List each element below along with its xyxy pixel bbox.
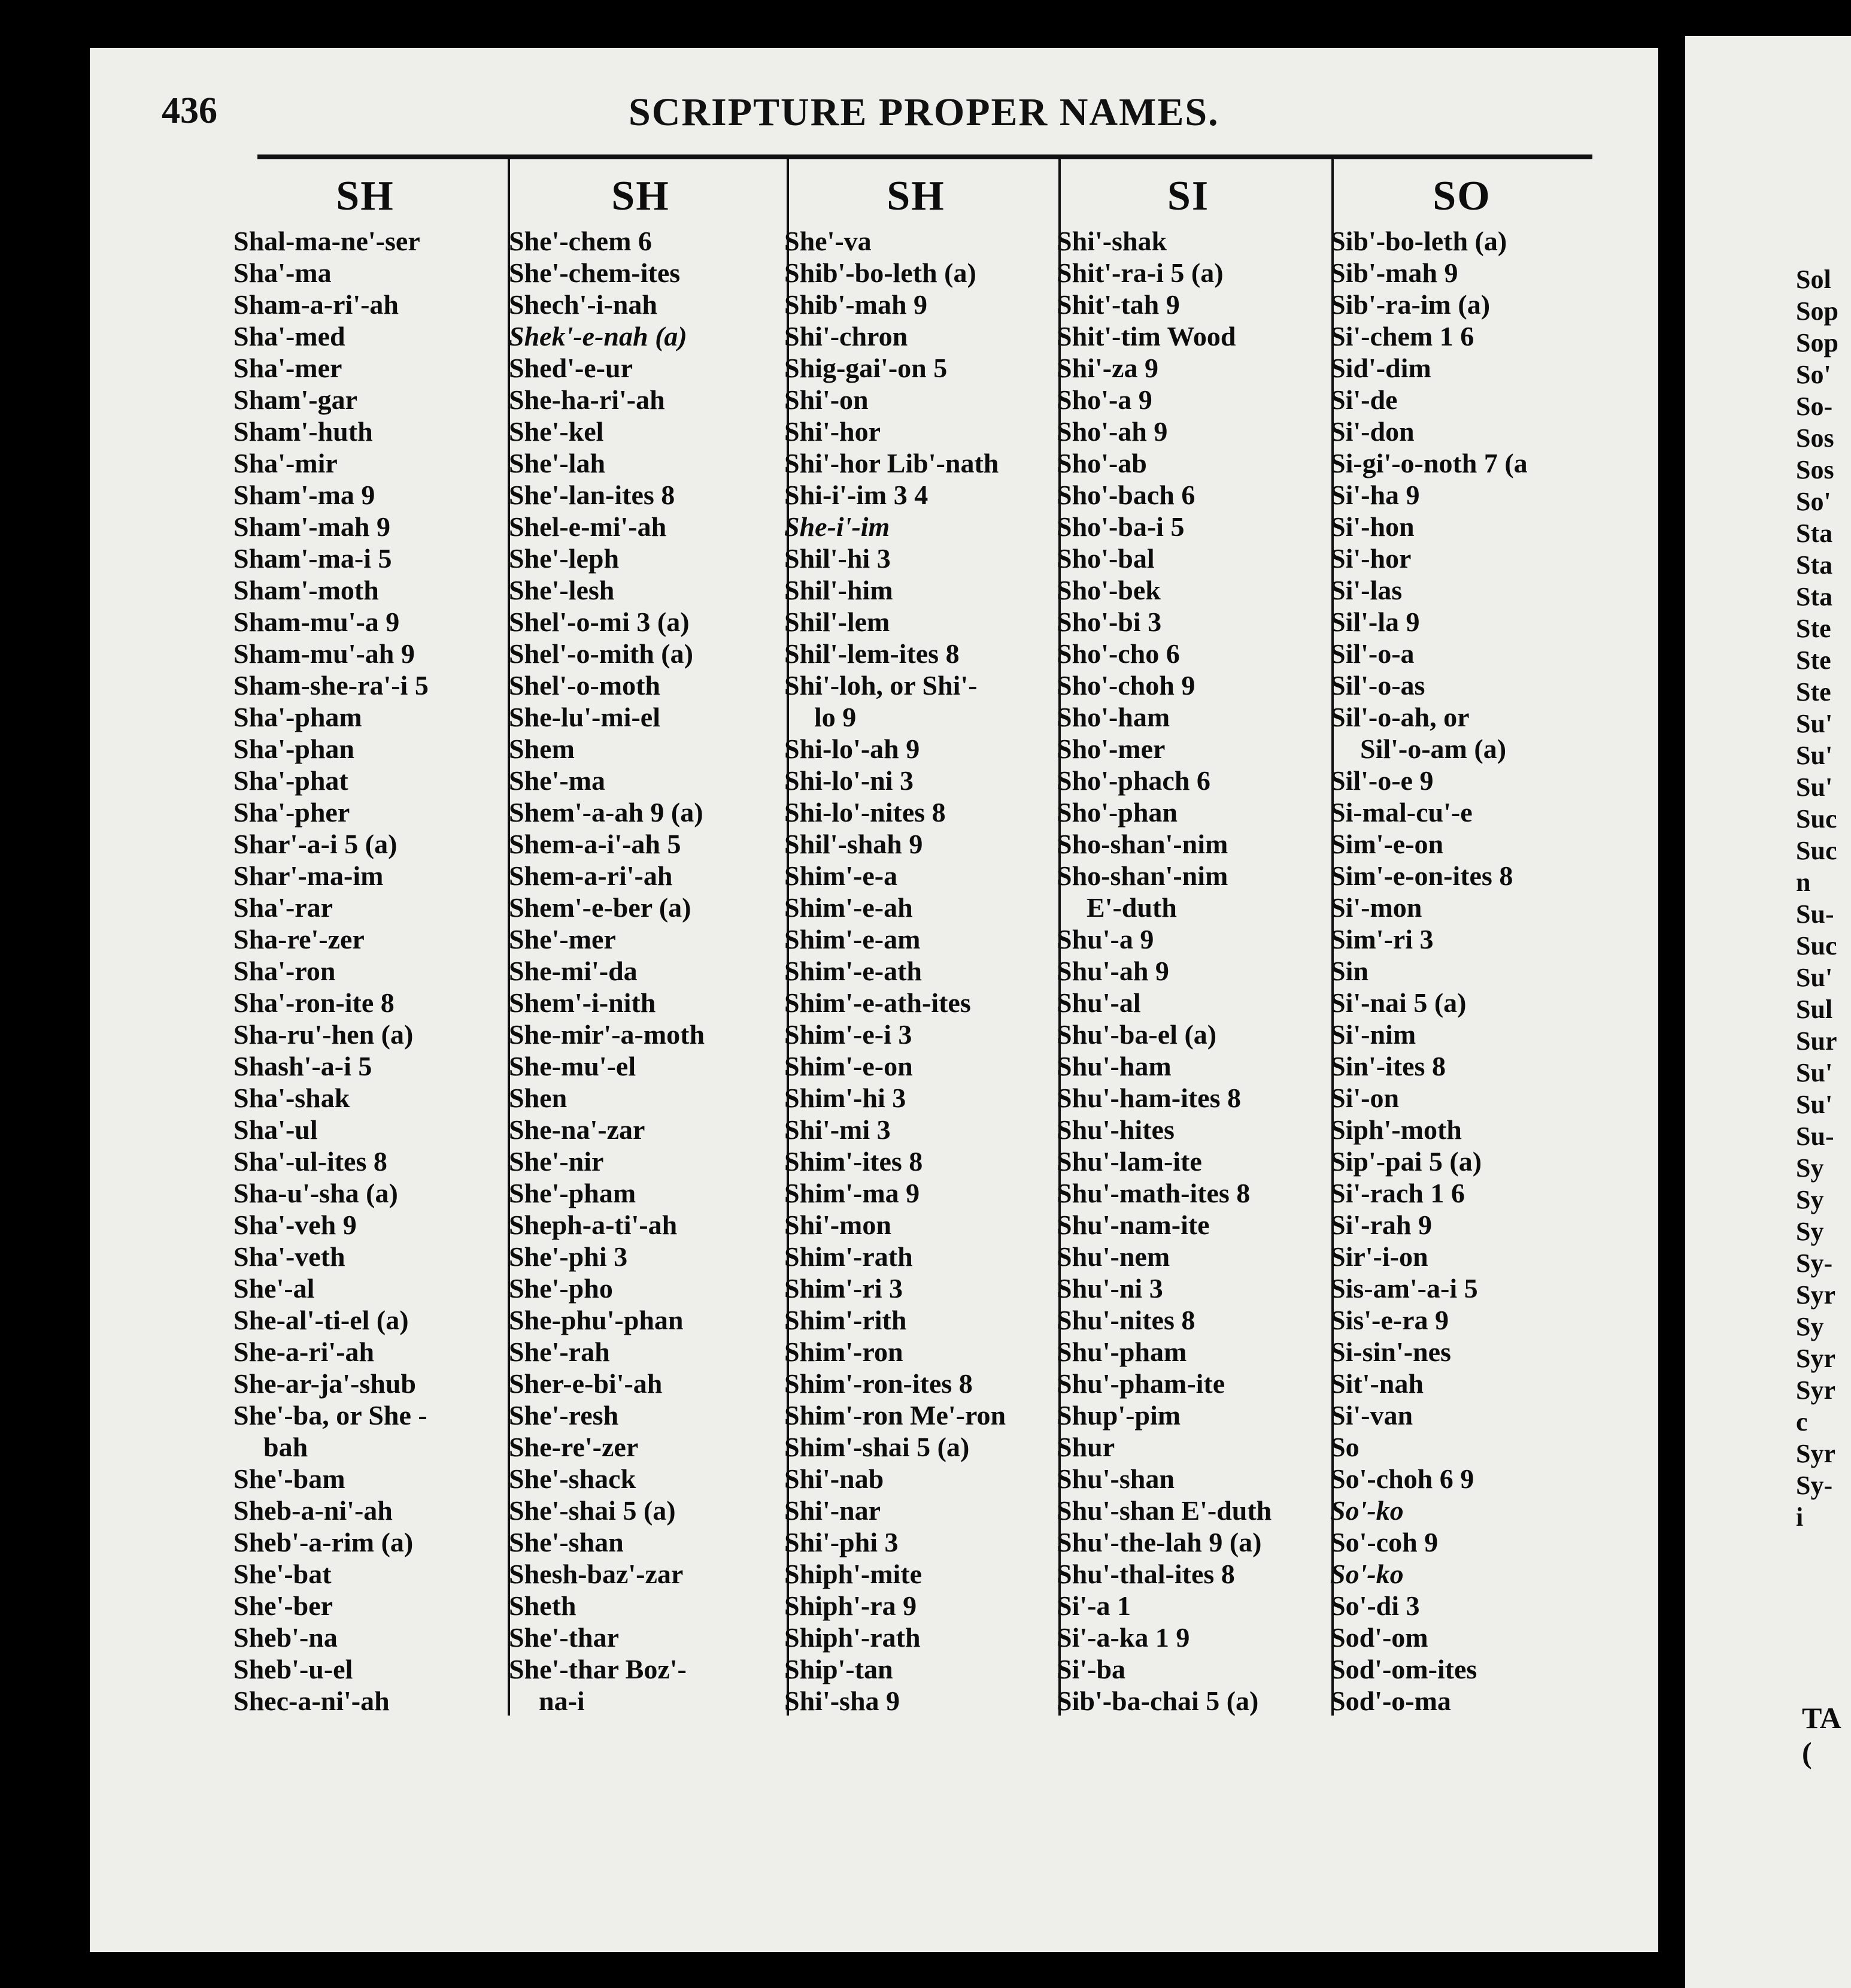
name-entry: Shup'-pim (1057, 1400, 1181, 1431)
name-entry: Si'-don (1330, 416, 1415, 447)
name-entry: Sha'-veh 9 (233, 1210, 357, 1240)
name-entry: Shem'-i-nith (509, 987, 656, 1018)
fragment-entry: Sos (1796, 455, 1834, 484)
name-entry: Sil'-o-as (1330, 670, 1425, 701)
name-entry: Sha-re'-zer (233, 924, 365, 954)
fragment-entry: Su' (1796, 1058, 1833, 1087)
name-entry: Siph'-moth (1330, 1114, 1462, 1145)
fragment-entry: Su- (1796, 899, 1834, 929)
name-entry: Shu'-nites 8 (1057, 1305, 1195, 1335)
name-entry: Shu'-nam-ite (1057, 1210, 1210, 1240)
name-entry: Shech'-i-nah (509, 289, 657, 320)
name-entry: Sir'-i-on (1330, 1241, 1428, 1272)
name-entry: Shiph'-rath (784, 1622, 921, 1653)
name-entry: Si-mal-cu'-e (1330, 797, 1473, 828)
name-entry: Shim'-e-on (784, 1051, 913, 1081)
adjacent-page-column (1796, 263, 1851, 1533)
name-entry: She-mu'-el (509, 1051, 636, 1081)
name-entry: Shim'-e-i 3 (784, 1019, 912, 1050)
name-entry: Sha'-ma (233, 257, 332, 288)
name-entry: Shem'-e-ber (a) (509, 892, 691, 923)
name-entry: Si'-rach 1 6 (1330, 1178, 1465, 1208)
name-entry: Shu'-hites (1057, 1114, 1175, 1145)
name-entry: Sha'-mir (233, 448, 338, 478)
name-entry: Sho'-mer (1057, 734, 1166, 764)
name-entry: Sho'-ab (1057, 448, 1147, 478)
column-3 (784, 168, 1048, 1717)
name-entry: Sib'-mah 9 (1330, 257, 1458, 288)
name-entry: Shi'-za 9 (1057, 353, 1158, 383)
name-entry: Shit'-tim Wood (1057, 321, 1236, 351)
name-entry: So'-coh 9 (1330, 1527, 1439, 1557)
name-entry: She-lu'-mi-el (509, 702, 660, 732)
name-entry: Sha'-veth (233, 1241, 345, 1272)
name-entry: Ship'-tan (784, 1654, 893, 1684)
name-entry: She-ha-ri'-ah (509, 384, 665, 415)
adjacent-page-footer (1802, 1701, 1841, 1770)
running-title: SCRIPTURE PROPER NAMES. (629, 90, 1219, 134)
name-entry: Shu'-ba-el (a) (1057, 1019, 1217, 1050)
name-entry: She'-ba, or She - (233, 1400, 427, 1431)
fragment-entry: n (1796, 868, 1811, 897)
fragment-entry: Su' (1796, 963, 1833, 992)
fragment-entry: Sta (1796, 519, 1833, 548)
name-entry: Si'-rah 9 (1330, 1210, 1432, 1240)
name-entry: She-mi'-da (509, 956, 638, 986)
name-entry: Shu'-ham-ites 8 (1057, 1083, 1241, 1113)
name-entry: Shiph'-mite (784, 1559, 923, 1589)
name-entry: Shi-lo'-ah 9 (784, 734, 920, 764)
name-entry: Shi'-hor (784, 416, 881, 447)
name-entry: She'-lah (509, 448, 606, 478)
name-entry: Shar'-a-i 5 (a) (233, 829, 397, 859)
name-entry: She'-rah (509, 1337, 610, 1367)
name-entry: Sil'-o-ah, or (1330, 702, 1470, 732)
name-entry: Sha'-rar (233, 892, 333, 923)
name-entry: Sha'-med (233, 321, 345, 351)
name-entry: Sheb'-a-rim (a) (233, 1527, 414, 1557)
name-entry: Sheth (509, 1590, 576, 1621)
name-entry: Shit'-ra-i 5 (a) (1057, 257, 1224, 288)
name-entry: Sheb'-u-el (233, 1654, 353, 1684)
name-list (784, 225, 1048, 1717)
name-entry: Shil'-hi 3 (784, 543, 891, 574)
name-entry: Sha'-pham (233, 702, 362, 732)
fragment-entry: Ste (1796, 646, 1831, 675)
name-entry: Shi'-sha 9 (784, 1686, 900, 1716)
name-entry: Shi'-phi 3 (784, 1527, 899, 1557)
column-2 (509, 168, 772, 1717)
fragment-entry: Sur (1796, 1026, 1837, 1056)
name-entry: Shu'-shan (1057, 1463, 1175, 1494)
name-entry: Shesh-baz'-zar (509, 1559, 684, 1589)
name-entry: Sim'-e-on-ites 8 (1330, 860, 1513, 891)
name-entry: Shim'-hi 3 (784, 1083, 906, 1113)
name-entry: Shim'-ron-ites 8 (784, 1368, 973, 1399)
fragment-entry: Su' (1796, 772, 1833, 802)
name-entry: Sho'-cho 6 (1057, 638, 1180, 669)
name-entry: Si'-a-ka 1 9 (1057, 1622, 1190, 1653)
column-heading: SO (1433, 173, 1491, 219)
name-entry: She'-pho (509, 1273, 613, 1304)
name-entry: Shi'-hor Lib'-nath (784, 448, 999, 478)
name-entry: Sha'-pher (233, 797, 350, 828)
name-entry: Shim'-e-a (784, 860, 898, 891)
name-entry: Si-sin'-nes (1330, 1337, 1451, 1367)
name-entry: Shi'-chron (784, 321, 908, 351)
name-entry: Shib'-mah 9 (784, 289, 928, 320)
name-entry: Shu'-ham (1057, 1051, 1172, 1081)
name-entry: Sha'-ul-ites 8 (233, 1146, 387, 1177)
name-entry: Shil'-lem-ites 8 (784, 638, 960, 669)
name-entry: Shu'-al (1057, 987, 1141, 1018)
fragment-entry: Sos (1796, 423, 1834, 453)
name-entry: Sim'-ri 3 (1330, 924, 1434, 954)
name-entry: So'-ko (1330, 1495, 1404, 1526)
name-entry: Sis'-e-ra 9 (1330, 1305, 1449, 1335)
name-entry: Shi'-loh, or Shi'- (784, 670, 978, 701)
name-entry: She'-resh (509, 1400, 619, 1431)
name-entry: Shu'-math-ites 8 (1057, 1178, 1251, 1208)
fragment-entry: Sy (1796, 1185, 1824, 1214)
fragment-entry: Sol (1796, 265, 1831, 294)
name-entry: Shig-gai'-on 5 (784, 353, 948, 383)
name-entry: Shu'-ah 9 (1057, 956, 1169, 986)
fragment-entry: Su' (1796, 709, 1833, 738)
name-entry: Sib'-ra-im (a) (1330, 289, 1491, 320)
name-entry: Sho'-a 9 (1057, 384, 1152, 415)
name-entry: Si'-ba (1057, 1654, 1126, 1684)
name-entry: She'-nir (509, 1146, 604, 1177)
name-entry: Sham'-mah 9 (233, 511, 390, 542)
name-entry: Shu'-lam-ite (1057, 1146, 1202, 1177)
name-entry: Shib'-bo-leth (a) (784, 257, 976, 288)
name-entry: Sil'-o-e 9 (1330, 765, 1434, 796)
fragment-entry: Sy (1796, 1153, 1824, 1183)
name-entry: Shi-lo'-nites 8 (784, 797, 946, 828)
name-entry: She'-lesh (509, 575, 615, 605)
name-entry: Shil'-him (784, 575, 893, 605)
name-entry: Shel'-o-mi 3 (a) (509, 607, 690, 637)
name-entry: Shu'-thal-ites 8 (1057, 1559, 1235, 1589)
name-entry: Sho'-phan (1057, 797, 1178, 828)
name-entry: Shel'-o-mith (a) (509, 638, 693, 669)
name-entry: She'-shai 5 (a) (509, 1495, 676, 1526)
name-list (233, 225, 497, 1717)
name-list (509, 225, 772, 1717)
name-entry: She'-chem 6 (509, 226, 652, 256)
name-entry: Shim'-shai 5 (a) (784, 1432, 970, 1462)
adjacent-footer-line: ( (1802, 1736, 1812, 1769)
name-entry: Si'-mon (1330, 892, 1422, 923)
name-entry: Shi'-nar (784, 1495, 881, 1526)
fragment-entry: Su- (1796, 1122, 1834, 1151)
name-entry: Shim'-ron Me'-ron (784, 1400, 1006, 1431)
name-entry: Shi-i'-im 3 4 (784, 480, 928, 510)
name-entry: Shim'-ron (784, 1337, 903, 1367)
name-entry: Shim'-e-ath-ites (784, 987, 971, 1018)
name-entry: Shel'-o-moth (509, 670, 660, 701)
fragment-entry: Suc (1796, 931, 1837, 960)
name-entry: Sho'-bal (1057, 543, 1155, 574)
name-entry: She-al'-ti-el (a) (233, 1305, 409, 1335)
name-entry: Si'-hor (1330, 543, 1412, 574)
name-entry: Shim'-e-ath (784, 956, 922, 986)
name-entry: She'-leph (509, 543, 620, 574)
name-entry: She'-bat (233, 1559, 332, 1589)
fragment-entry: c (1796, 1407, 1808, 1437)
fragment-entry: So' (1796, 360, 1831, 389)
name-entry: Sha'-phan (233, 734, 355, 764)
name-entry: na-i (539, 1686, 585, 1716)
name-list (1330, 225, 1594, 1717)
name-entry: Sha'-ron-ite 8 (233, 987, 395, 1018)
name-entry: Shi'-on (784, 384, 869, 415)
name-entry: Sheph-a-ti'-ah (509, 1210, 678, 1240)
name-entry: Si'-nai 5 (a) (1330, 987, 1467, 1018)
adjacent-footer-line: TA (1802, 1701, 1841, 1735)
fragment-entry: i (1796, 1502, 1804, 1532)
name-entry: Shil'-shah 9 (784, 829, 923, 859)
name-entry: She-mir'-a-moth (509, 1019, 705, 1050)
name-entry: Si'-ha 9 (1330, 480, 1420, 510)
name-entry: She'-va (784, 226, 872, 256)
name-entry: Sib'-ba-chai 5 (a) (1057, 1686, 1259, 1716)
fragment-entry: Sy- (1796, 1471, 1833, 1500)
name-entry: She'-shack (509, 1463, 636, 1494)
name-entry: Sho'-phach 6 (1057, 765, 1210, 796)
name-entry: Shi'-shak (1057, 226, 1167, 256)
name-entry: Sid'-dim (1330, 353, 1431, 383)
column-5 (1330, 168, 1594, 1717)
fragment-entry: Sy (1796, 1312, 1824, 1341)
fragment-entry: Syr (1796, 1375, 1835, 1405)
name-entry: Sis-am'-a-i 5 (1330, 1273, 1478, 1304)
fragment-entry: Sy- (1796, 1248, 1833, 1278)
adjacent-page-fragments (1796, 263, 1851, 1533)
name-entry: Shar'-ma-im (233, 860, 384, 891)
name-entry: Shi-lo'-ni 3 (784, 765, 914, 796)
name-entry: Shu'-pham-ite (1057, 1368, 1225, 1399)
name-entry: Sham-she-ra'-i 5 (233, 670, 429, 701)
name-entry: She-i'-im (784, 511, 890, 542)
name-entry: She'-thar (509, 1622, 619, 1653)
name-entry: Shil'-lem (784, 607, 890, 637)
name-entry: She-ar-ja'-shub (233, 1368, 416, 1399)
name-entry: Sil'-o-a (1330, 638, 1415, 669)
name-entry: Shim'-ma 9 (784, 1178, 920, 1208)
name-entry: Shek'-e-nah (a) (509, 321, 687, 351)
name-entry: Shed'-e-ur (509, 353, 633, 383)
name-entry: She'-ber (233, 1590, 333, 1621)
name-entry: Sin'-ites 8 (1330, 1051, 1446, 1081)
name-entry: Sher-e-bi'-ah (509, 1368, 663, 1399)
name-entry: Shim'-rith (784, 1305, 907, 1335)
name-entry: Sham'-ma-i 5 (233, 543, 392, 574)
column-4 (1057, 168, 1320, 1717)
fragment-entry: Syr (1796, 1344, 1835, 1373)
column-heading: SH (887, 173, 945, 219)
name-entry: Shec-a-ni'-ah (233, 1686, 390, 1716)
name-entry: Sha'-phat (233, 765, 348, 796)
name-entry: Sha'-ron (233, 956, 336, 986)
name-entry: Sip'-pai 5 (a) (1330, 1146, 1482, 1177)
fragment-entry: Su' (1796, 1090, 1833, 1119)
fragment-entry: So- (1796, 392, 1833, 421)
name-entry: Shu'-the-lah 9 (a) (1057, 1527, 1262, 1557)
page-number: 436 (162, 90, 217, 131)
name-entry: Shu'-pham (1057, 1337, 1187, 1367)
name-entry: lo 9 (814, 702, 857, 732)
name-entry: Sim'-e-on (1330, 829, 1444, 859)
name-entry: Si'-nim (1330, 1019, 1416, 1050)
column-heading: SI (1167, 173, 1210, 219)
name-entry: Sheb-a-ni'-ah (233, 1495, 393, 1526)
name-entry: Sha'-mer (233, 353, 342, 383)
name-entry: Sho-shan'-nim (1057, 860, 1228, 891)
name-entry: Shim'-e-ah (784, 892, 913, 923)
name-entry: Sham-mu'-a 9 (233, 607, 400, 637)
name-entry: Sha-ru'-hen (a) (233, 1019, 414, 1050)
fragment-entry: Suc (1796, 804, 1837, 834)
name-entry: Si-gi'-o-noth 7 (a (1330, 448, 1528, 478)
name-entry: She'-al (233, 1273, 315, 1304)
name-entry: So (1330, 1432, 1360, 1462)
name-entry: Shit'-tah 9 (1057, 289, 1180, 320)
name-entry: Sit'-nah (1330, 1368, 1424, 1399)
fragment-entry: Suc (1796, 836, 1837, 865)
name-entry: Shen (509, 1083, 568, 1113)
column-1 (233, 168, 497, 1717)
name-entry: Sho'-ba-i 5 (1057, 511, 1185, 542)
fragment-entry: Ste (1796, 677, 1831, 707)
name-entry: Shu'-ni 3 (1057, 1273, 1163, 1304)
name-entry: Shem'-a-ah 9 (a) (509, 797, 703, 828)
name-entry: Sham-a-ri'-ah (233, 289, 399, 320)
name-list (1057, 225, 1320, 1717)
name-entry: Sha-u'-sha (a) (233, 1178, 398, 1208)
name-entry: Shal-ma-ne'-ser (233, 226, 420, 256)
name-entry: Shim'-ites 8 (784, 1146, 923, 1177)
name-entry: She'-mer (509, 924, 616, 954)
name-entry: So'-ko (1330, 1559, 1404, 1589)
name-entry: She-a-ri'-ah (233, 1337, 375, 1367)
name-entry: Shu'-shan E'-duth (1057, 1495, 1272, 1526)
name-entry: Sham'-moth (233, 575, 379, 605)
name-entry: Sham-mu'-ah 9 (233, 638, 415, 669)
name-entry: Shur (1057, 1432, 1115, 1462)
column-heading: SH (611, 173, 670, 219)
name-entry: Shim'-e-am (784, 924, 921, 954)
name-entry: Sib'-bo-leth (a) (1330, 226, 1507, 256)
name-entry: She-na'-zar (509, 1114, 645, 1145)
name-entry: Sha'-shak (233, 1083, 350, 1113)
header-rule (257, 154, 1592, 159)
name-entry: She'-pham (509, 1178, 636, 1208)
name-entry: bah (263, 1432, 308, 1462)
name-entry: Sod'-o-ma (1330, 1686, 1451, 1716)
name-entry: Si'-chem 1 6 (1330, 321, 1474, 351)
name-entry: Shim'-ri 3 (784, 1273, 903, 1304)
name-entry: Sho'-bach 6 (1057, 480, 1195, 510)
name-entry: Sho'-bek (1057, 575, 1161, 605)
fragment-entry: Ste (1796, 614, 1831, 643)
name-entry: She'-phi 3 (509, 1241, 628, 1272)
name-entry: Sho'-ham (1057, 702, 1170, 732)
name-entry: Shim'-rath (784, 1241, 913, 1272)
name-entry: Sil'-la 9 (1330, 607, 1420, 637)
name-entry: She-re'-zer (509, 1432, 639, 1462)
name-entry: Sheb'-na (233, 1622, 338, 1653)
name-entry: Sha'-ul (233, 1114, 318, 1145)
name-entry: E'-duth (1087, 892, 1177, 923)
fragment-entry: Syr (1796, 1439, 1835, 1468)
fragment-entry: Syr (1796, 1280, 1835, 1310)
name-entry: Shel-e-mi'-ah (509, 511, 667, 542)
name-entry: She'-lan-ites 8 (509, 480, 675, 510)
fragment-entry: Sop (1796, 328, 1838, 357)
name-entry: Sho'-ah 9 (1057, 416, 1168, 447)
name-entry: She'-thar Boz'- (509, 1654, 687, 1684)
name-entry: Shu'-nem (1057, 1241, 1170, 1272)
name-entry: Shi'-nab (784, 1463, 884, 1494)
name-entry: Sod'-om-ites (1330, 1654, 1477, 1684)
name-entry: Sham'-ma 9 (233, 480, 375, 510)
name-entry: Si'-de (1330, 384, 1398, 415)
name-entry: Shash'-a-i 5 (233, 1051, 372, 1081)
fragment-entry: So' (1796, 487, 1831, 516)
name-entry: Shi'-mon (784, 1210, 891, 1240)
name-entry: Shem (509, 734, 575, 764)
name-entry: Shu'-a 9 (1057, 924, 1154, 954)
fragment-entry: Sy (1796, 1217, 1824, 1246)
name-entry: Sham'-gar (233, 384, 357, 415)
name-entry: Sham'-huth (233, 416, 373, 447)
name-entry: Si'-hon (1330, 511, 1415, 542)
name-entry: Si'-las (1330, 575, 1403, 605)
name-entry: She'-bam (233, 1463, 345, 1494)
name-entry: She'-shan (509, 1527, 624, 1557)
name-entry: Si'-van (1330, 1400, 1413, 1431)
name-entry: Sil'-o-am (a) (1360, 734, 1507, 764)
fragment-entry: Sta (1796, 550, 1833, 580)
name-entry: Shem-a-i'-ah 5 (509, 829, 681, 859)
name-entry: So'-choh 6 9 (1330, 1463, 1474, 1494)
name-entry: Sin (1330, 956, 1368, 986)
fragment-entry: Sta (1796, 582, 1833, 611)
name-entry: She-phu'-phan (509, 1305, 684, 1335)
name-entry: Si'-a 1 (1057, 1590, 1131, 1621)
name-entry: Shem-a-ri'-ah (509, 860, 673, 891)
name-entry: Sho'-bi 3 (1057, 607, 1162, 637)
column-heading: SH (336, 173, 395, 219)
name-entry: She'-kel (509, 416, 604, 447)
name-entry: Shi'-mi 3 (784, 1114, 891, 1145)
name-entry: She'-ma (509, 765, 605, 796)
name-entry: Si'-on (1330, 1083, 1400, 1113)
fragment-entry: Su' (1796, 741, 1833, 770)
name-entry: Shiph'-ra 9 (784, 1590, 917, 1621)
fragment-entry: Sop (1796, 296, 1838, 326)
name-entry: She'-chem-ites (509, 257, 681, 288)
name-entry: Sod'-om (1330, 1622, 1428, 1653)
name-entry: Sho'-choh 9 (1057, 670, 1195, 701)
name-entry: Sho-shan'-nim (1057, 829, 1228, 859)
name-entry: So'-di 3 (1330, 1590, 1420, 1621)
fragment-entry: Sul (1796, 995, 1833, 1024)
